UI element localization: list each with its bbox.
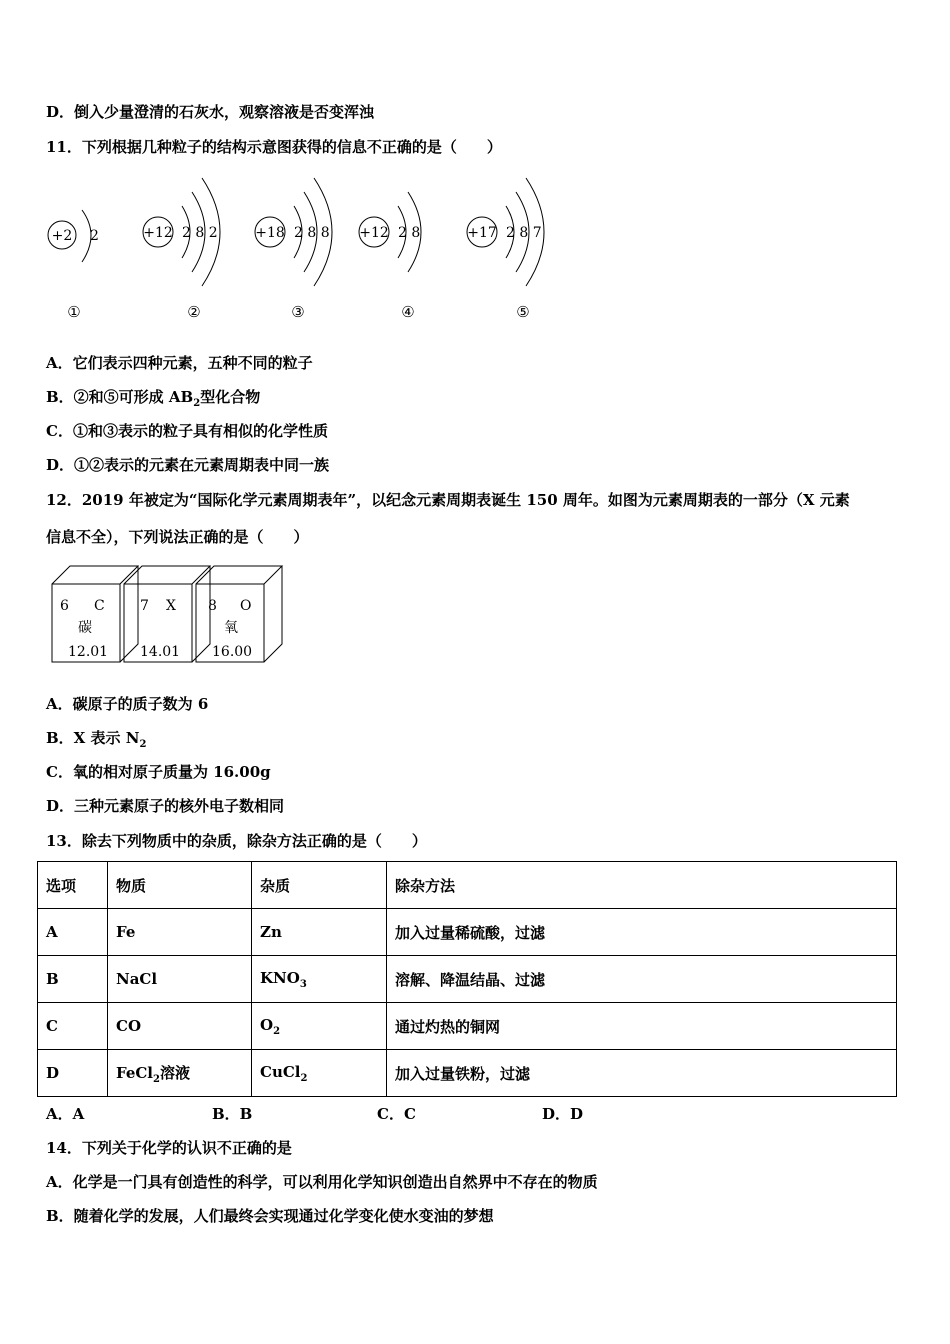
q11-option-d: D．①②表示的元素在元素周期表中同一族 — [46, 456, 330, 474]
shell-electrons-4: 2 8 — [398, 225, 421, 241]
q12-stem-line2: 信息不全），下列说法正确的是（ ） — [46, 528, 309, 546]
q12-option-a: A．碳原子的质子数为 6 — [46, 695, 209, 713]
header-impurity: 杂质 — [252, 862, 387, 909]
q11-option-c: C．①和③表示的粒子具有相似的化学性质 — [46, 422, 328, 440]
header-method: 除杂方法 — [387, 862, 897, 909]
shell-electrons-1: 2 — [90, 228, 99, 244]
shell-electrons-2: 2 8 2 — [182, 225, 218, 241]
element-symbol-1: C — [94, 598, 105, 614]
nucleus-charge-3: +18 — [255, 225, 285, 241]
q13-answer-c: C．C — [377, 1105, 416, 1123]
q13-stem: 13．除去下列物质中的杂质，除杂方法正确的是（ ） — [46, 832, 427, 850]
cell-impurity: Zn — [252, 909, 387, 956]
header-option: 选项 — [38, 862, 108, 909]
q12-option-c: C．氧的相对原子质量为 16.00g — [46, 763, 271, 781]
nucleus-charge-4: +12 — [359, 225, 389, 241]
q13-table — [37, 861, 897, 1097]
element-name-3: 氧 — [224, 620, 238, 636]
q13-answer-a: A．A — [46, 1105, 85, 1123]
element-number-1: 6 — [60, 598, 69, 614]
q10-option-d: D．倒入少量澄清的石灰水，观察溶液是否变浑浊 — [46, 103, 375, 121]
cell-substance: Fe — [108, 909, 252, 956]
cell-method: 溶解、降温结晶、过滤 — [387, 956, 897, 1003]
q14-option-a: A．化学是一门具有创造性的科学，可以利用化学知识创造出自然界中不存在的物质 — [46, 1173, 598, 1191]
cell-substance: FeCl$_2$溶液 — [108, 1050, 252, 1097]
cell-impurity: CuCl$_2$ — [252, 1050, 387, 1097]
q12-option-d: D．三种元素原子的核外电子数相同 — [46, 797, 285, 815]
cell-substance: NaCl — [108, 956, 252, 1003]
q14-stem: 14．下列关于化学的认识不正确的是 — [46, 1139, 292, 1157]
element-number-2: 7 — [140, 598, 149, 614]
element-name-1: 碳 — [78, 620, 92, 636]
nucleus-charge-1: +2 — [51, 228, 73, 244]
periodic-table-svg — [48, 562, 298, 674]
table-row — [38, 1050, 897, 1097]
cell-method: 通过灼热的铜网 — [387, 1003, 897, 1050]
cell-method: 加入过量铁粉，过滤 — [387, 1050, 897, 1097]
particle-label-2: ② — [187, 303, 201, 321]
element-mass-3: 16.00 — [212, 644, 253, 660]
element-mass-2: 14.01 — [140, 644, 181, 660]
particle-label-3: ③ — [291, 303, 305, 321]
cell-option: D — [38, 1050, 108, 1097]
particle-label-5: ⑤ — [516, 303, 530, 321]
element-number-3: 8 — [208, 598, 217, 614]
q13-answer-b: B．B — [212, 1105, 253, 1123]
table-header-row — [38, 862, 897, 909]
element-symbol-3: O — [240, 598, 252, 614]
cell-impurity: $O_2$ — [252, 1003, 387, 1050]
particle-label-1: ① — [67, 303, 81, 321]
header-substance: 物质 — [108, 862, 252, 909]
nucleus-charge-2: +12 — [143, 225, 173, 241]
cell-option: B — [38, 956, 108, 1003]
periodic-table-fragment — [48, 562, 298, 674]
cell-substance: CO — [108, 1003, 252, 1050]
table-row — [38, 956, 897, 1003]
shell-electrons-5: 2 8 7 — [506, 225, 542, 241]
particle-label-4: ④ — [401, 303, 415, 321]
atomic-structure-diagrams — [40, 170, 600, 330]
table-row — [38, 1003, 897, 1050]
q11-option-b: B．②和⑤可形成 $AB_2$型化合物 — [46, 388, 261, 409]
shell-electrons-3: 2 8 8 — [294, 225, 330, 241]
table-row — [38, 909, 897, 956]
q11-stem: 11．下列根据几种粒子的结构示意图获得的信息不正确的是（ ） — [46, 138, 502, 156]
element-symbol-2: X — [166, 598, 176, 614]
cell-option: A — [38, 909, 108, 956]
q14-option-b: B．随着化学的发展，人们最终会实现通过化学变化使水变油的梦想 — [46, 1207, 494, 1225]
cell-method: 加入过量稀硫酸，过滤 — [387, 909, 897, 956]
element-mass-1: 12.01 — [68, 644, 109, 660]
cell-option: C — [38, 1003, 108, 1050]
cell-impurity: $KNO_3$ — [252, 956, 387, 1003]
q11-option-a: A．它们表示四种元素，五种不同的粒子 — [46, 354, 313, 372]
nucleus-charge-5: +17 — [467, 225, 497, 241]
atomic-structure-svg — [40, 170, 600, 330]
q13-answer-d: D．D — [542, 1105, 584, 1123]
q12-option-b: B．X 表示 $N_2$ — [46, 729, 147, 750]
q12-stem-line1: 12．2019 年被定为“国际化学元素周期表年”，以纪念元素周期表诞生 150 周年。如图为元素周期表的一部分（X 元素 — [46, 491, 850, 509]
